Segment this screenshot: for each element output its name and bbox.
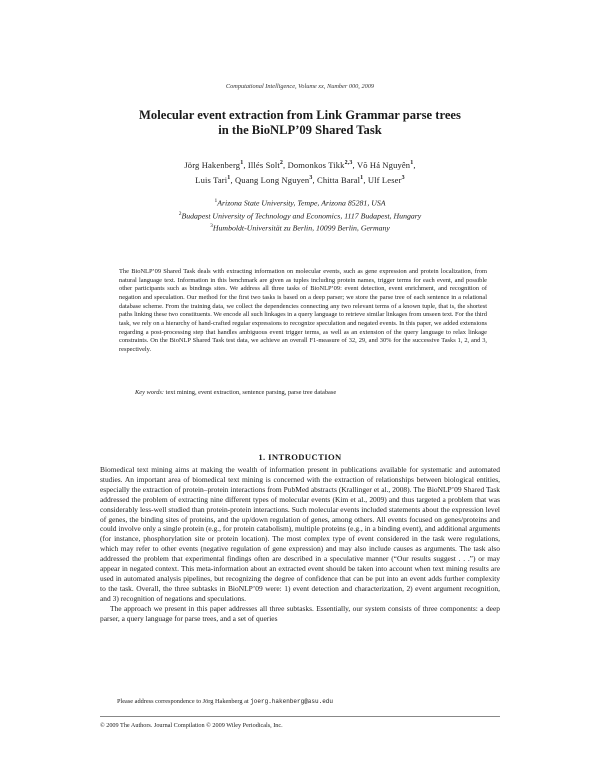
- affiliation-3: $^3$Humboldt-Universität zu Berlin, 10099 Berlin, Germany: [210, 223, 390, 233]
- affiliation-1: $^1$Arizona State University, Tempe, Arizona 85281, USA: [214, 198, 386, 208]
- authors-line-2: Luis Tari$^1$, Quang Long Nguyen$^3$, Chitta Baral$^1$, Ulf Leser$^3$: [195, 174, 405, 185]
- author-name: Illés Solt: [247, 159, 280, 170]
- paper-title: [80, 108, 520, 138]
- author-name: Domonkos Tikk: [287, 159, 345, 170]
- authors-line-1: Jörg Hakenberg$^1$, Illés Solt$^2$, Domonkos Tikk$^{2,3}$, Võ Há Nguyên$^1$,: [184, 159, 416, 170]
- author-name: Ulf Leser: [367, 174, 402, 185]
- author-name: Quang Long Nguyen: [235, 174, 310, 185]
- author-sup: 1: [410, 160, 414, 166]
- author-sup: 1: [240, 160, 244, 166]
- affiliations: [90, 196, 510, 234]
- keywords-text: text mining, event extraction, sentence parsing, parse tree database: [165, 389, 337, 396]
- correspondence-footnote: Please address correspondence to Jörg Hakenberg at joerg.hakenberg@asu.edu: [117, 698, 334, 705]
- author-list: [90, 157, 510, 187]
- body-text: [100, 465, 500, 624]
- author-name: Jörg Hakenberg: [184, 159, 241, 170]
- correspondence-email[interactable]: joerg.hakenberg@asu.edu: [250, 698, 334, 705]
- author-name: Luis Tari: [195, 174, 228, 185]
- author-sup: 1: [360, 174, 364, 181]
- footer-rule: [100, 716, 500, 717]
- author-sup: 3: [309, 174, 313, 181]
- author-name: Chitta Baral: [317, 174, 361, 185]
- author-sup: 3: [401, 174, 405, 181]
- author-sup: 1: [227, 174, 231, 181]
- keywords-label: Key words:: [135, 389, 165, 396]
- paragraph-2: The approach we present in this paper addresses all three subtasks. Essentially, our system consists of three components: a deep parser, a query language for parse trees, and a set of queries: [100, 603, 500, 623]
- keywords: [135, 389, 475, 396]
- copyright-notice: © 2009 The Authors. Journal Compilation © 2009 Wiley Periodicals, Inc.: [100, 722, 283, 729]
- abstract: The BioNLP’09 Shared Task deals with extracting information on molecular events, such as gene expression and protein localization, from natural language text. Information in this benchmark are given as tuples including protein names, trigger terms for each event, and possible other participants such as bindings sites. We address all three tasks of BioNLP’09: event detection, event enrichment, and recognition of negation and speculation. Our method for the first two tasks is based on a deep parser; we store the parse tree of each sentence in a relational database scheme. From the training data, we collect the dependencies connecting any two relevant terms of a known tuple, that is, the shortest paths linking these two constituents. We encode all such linkages in a query language to retrieve similar linkages from unseen text. For the third task, we rely on a hierarchy of hand-crafted regular expressions to recognize speculation and negated events. In this paper, we added extensions regarding a post-processing step that handles ambiguous event trigger terms, as well as an extension of the query language to relax linkage constraints. On the BioNLP Shared Task test data, we achieve an overall F1-measure of 32, 29, and 30% for the successive Tasks 1, 2, and 3, respectively.: [119, 268, 487, 353]
- title-line-2: in the BioNLP’09 Shared Task: [218, 123, 382, 137]
- journal-header: Computational Intelligence, Volume xx, Number 000, 2009: [225, 83, 375, 90]
- paragraph-1: Biomedical text mining aims at making the wealth of information present in publications available for systematic and automated studies. An important area of biomedical text mining is concerned with the extraction of relationships between biological entities, especially the extraction of protein–protein interactions from PubMed abstracts (Krallinger et al., 2008). The BioNLP’09 Shared Task addressed the problem of extracting nine different types of molecular events (Kim et al., 2009) and thus targeted a problem that was considerably less-well studied than protein-protein interactions. Such molecular events included statements about the expression level of genes, the binding sites of proteins, and the up/down regulation of genes, among others. All events focused on genes/proteins and could involve only a single protein (e.g., for protein catabolism), multiple proteins (e.g., in a binding event), and additional arguments (for instance, phosphorylation site or protein location). The most complex type of event considered in the task were regulations, which may refer to other events (negative regulation of gene expression) and may also include causes as arguments. The task also addressed the problem that experimental findings often are described in a speculative manner (“Our results suggest . . .”) or may appear in negated context. This meta-information about an extracted event should be taken into account when text mining results are used in automated analysis pipelines, but recognizing the degree of confidence that can be put into an event adds further complexity to the task. Overall, the three subtasks in BioNLP’09 were: 1) event detection and characterization, 2) event argument recognition, and 3) recognition of negations and speculations.: [100, 465, 500, 603]
- affiliation-2: $^2$Budapest University of Technology and Economics, 1117 Budapest, Hungary: [178, 210, 422, 221]
- section-heading: 1. INTRODUCTION: [258, 452, 342, 462]
- author-name: Võ Há Nguyên: [356, 159, 411, 170]
- title-line-1: Molecular event extraction from Link Grammar parse trees: [139, 108, 461, 122]
- author-sup: 2,3: [344, 160, 353, 166]
- author-sup: 2: [279, 160, 284, 166]
